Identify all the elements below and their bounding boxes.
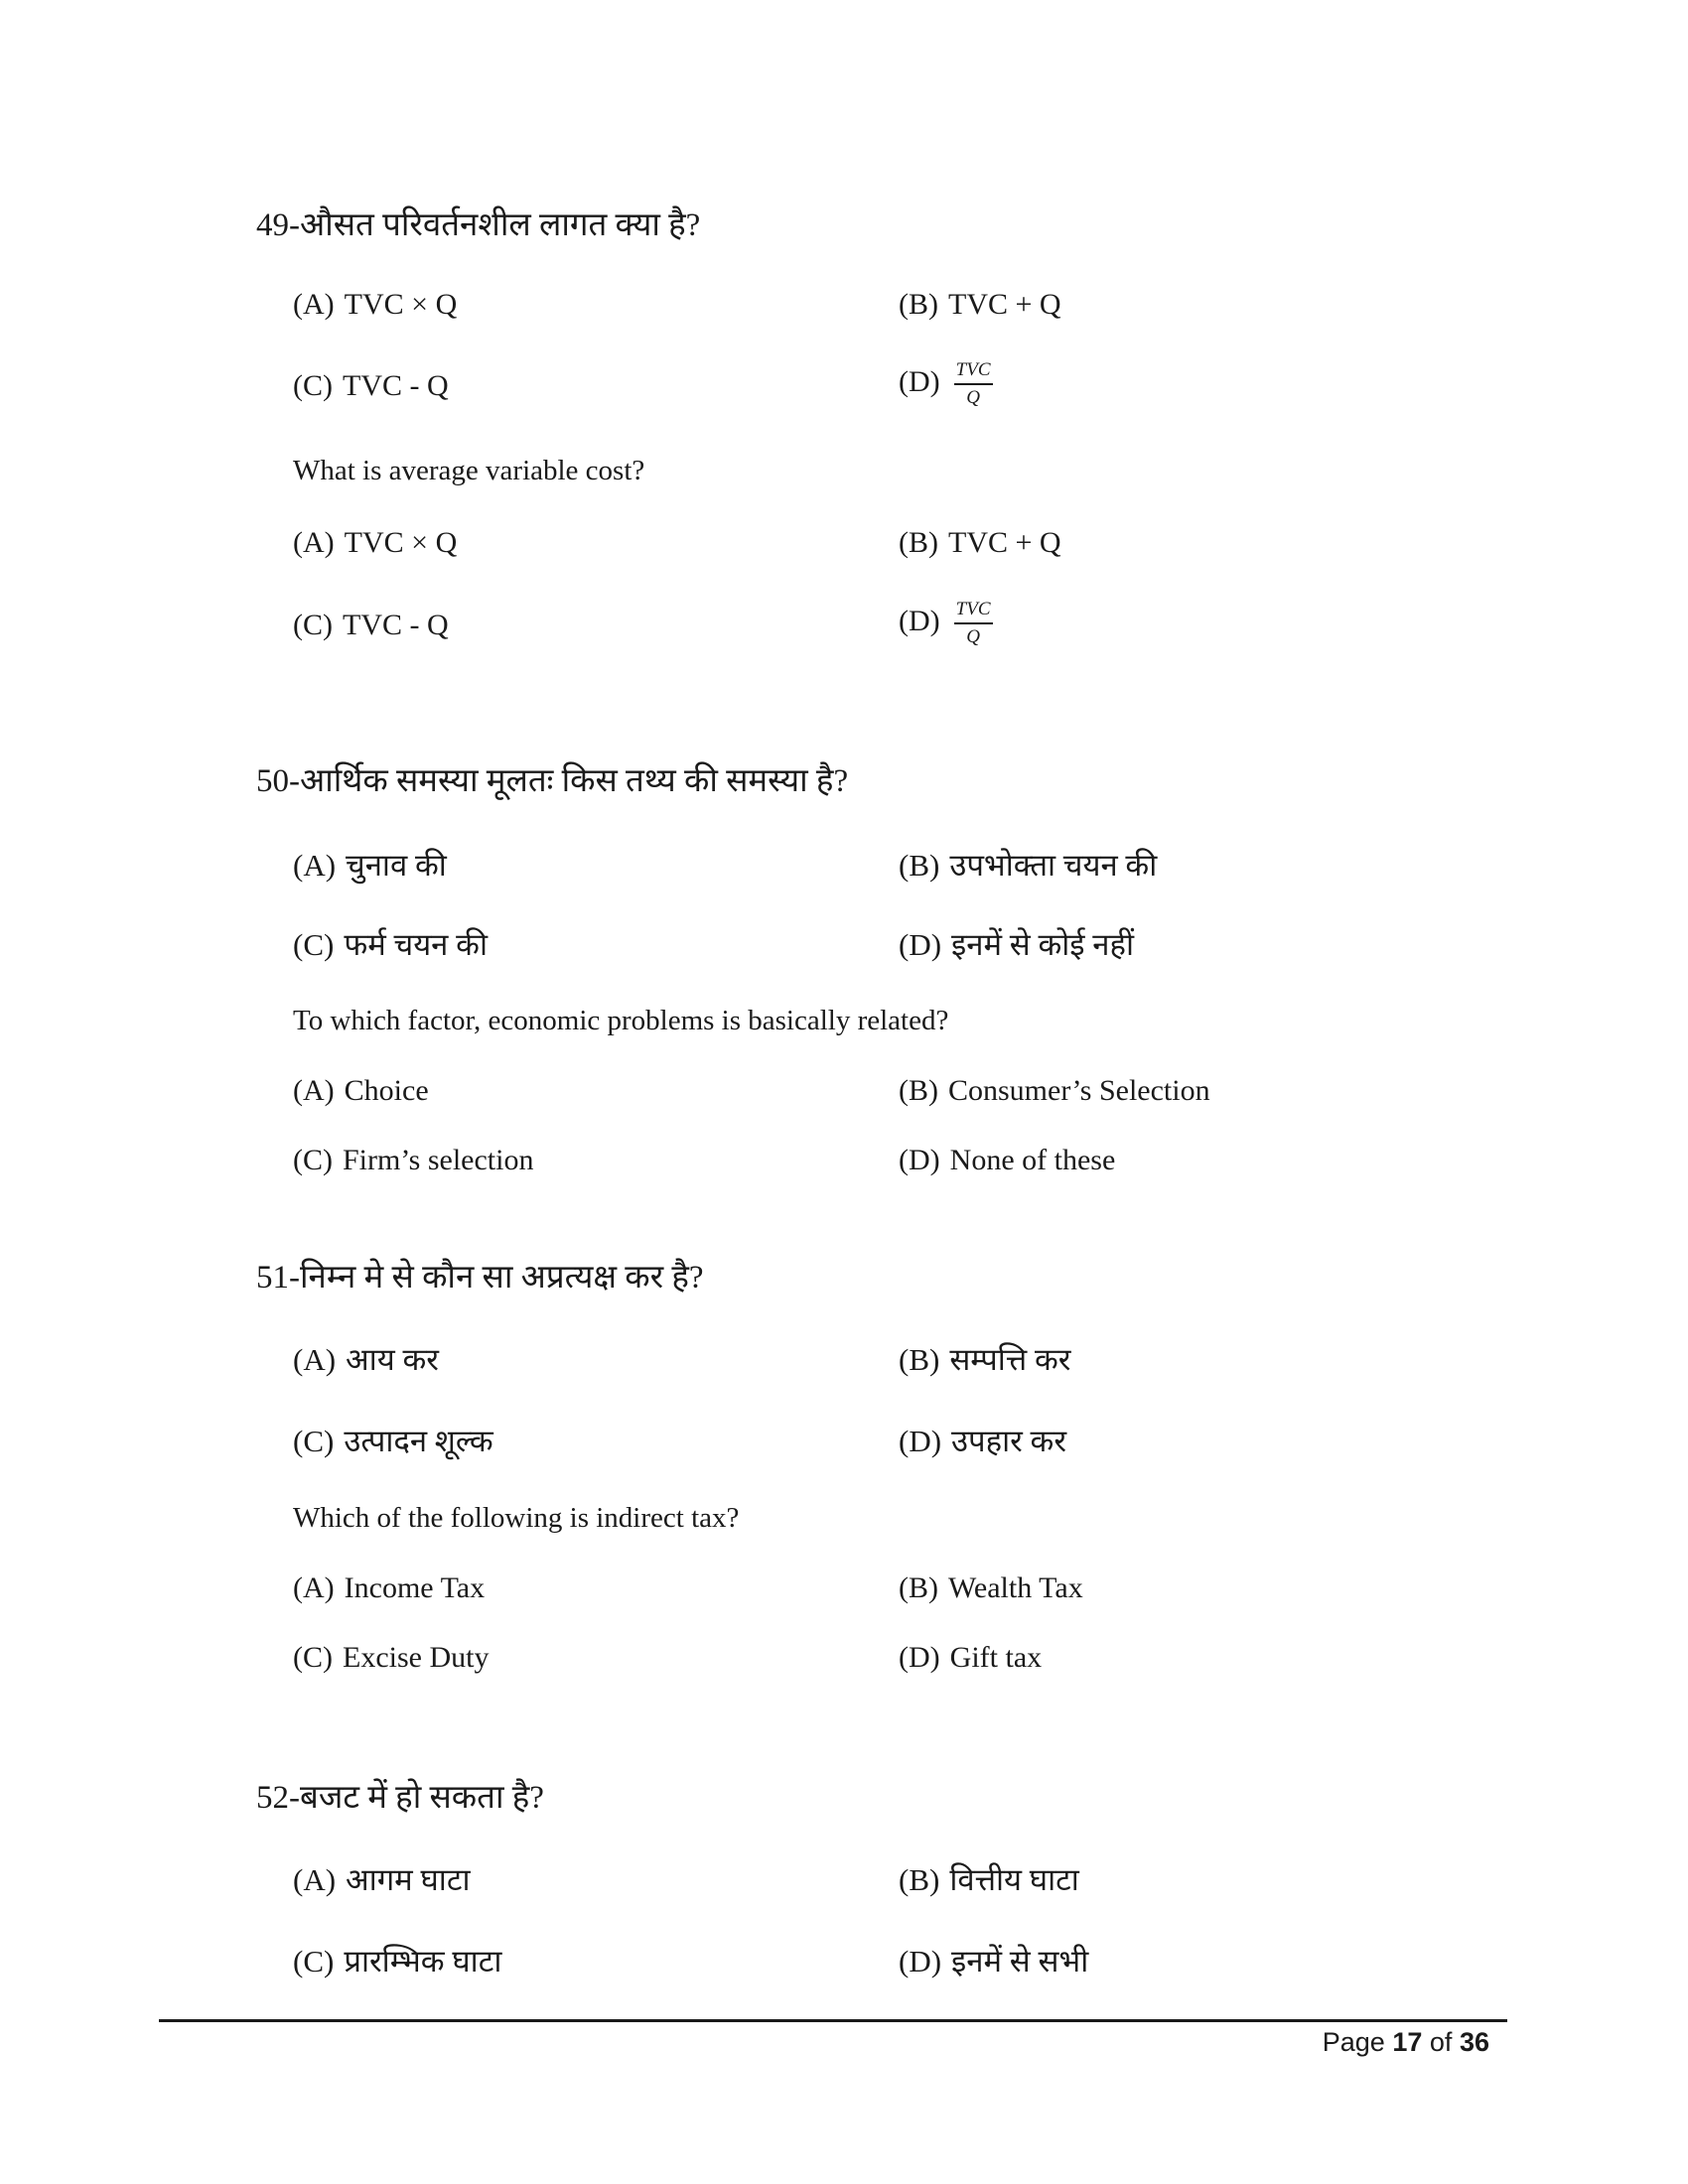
q51-hindi-option-a: (A) आय कर	[293, 1342, 439, 1377]
q49-hindi-option-b: (B) TVC + Q	[899, 288, 1061, 321]
q49-english-option-d: (D) $\frac{\text{TVC}}{Q}$	[899, 599, 991, 647]
q52-hindi-option-a: (A) आगम घाटा	[293, 1862, 471, 1897]
q50-hindi-option-b: (B) उपभोक्ता चयन की	[899, 848, 1158, 883]
q50-english-option-b: (B) Consumer’s Selection	[899, 1074, 1210, 1107]
question-49-hindi: 49-औसत परिवर्तनशील लागत क्या है?	[256, 207, 701, 243]
q50-english-option-d: (D) None of these	[899, 1144, 1116, 1176]
question-51-hindi: 51-निम्न मे से कौन सा अप्रत्यक्ष कर है?	[256, 1260, 704, 1296]
question-50-hindi: 50-आर्थिक समस्या मूलतः किस तथ्य की समस्या है?	[256, 763, 849, 799]
q49-hindi-option-a: (A) TVC × Q	[293, 288, 458, 321]
question-52-hindi: 52-बजट में हो सकता है?	[256, 1780, 544, 1816]
question-50-english: To which factor, economic problems is basically related?	[293, 1005, 949, 1036]
q51-hindi-option-b: (B) सम्पत्ति कर	[899, 1342, 1071, 1377]
q50-hindi-option-d: (D) इनमें से कोई नहीं	[899, 927, 1134, 962]
fraction: $\frac{\text{TVC}}{Q}$	[955, 599, 991, 647]
fraction: $\frac{\text{TVC}}{Q}$	[955, 359, 991, 408]
q51-english-option-d: (D) Gift tax	[899, 1641, 1043, 1674]
q49-english-option-b: (B) TVC + Q	[899, 526, 1061, 559]
question-49-english: What is average variable cost?	[293, 455, 645, 486]
q49-hindi-option-d: (D) $\frac{\text{TVC}}{Q}$	[899, 359, 991, 408]
q51-hindi-option-d: (D) उपहार कर	[899, 1424, 1067, 1458]
footer-divider	[159, 2019, 1507, 2022]
q51-hindi-option-c: (C) उत्पादन शूल्क	[293, 1424, 493, 1458]
q50-hindi-option-a: (A) चुनाव की	[293, 848, 447, 883]
q52-hindi-option-d: (D) इनमें से सभी	[899, 1944, 1089, 1979]
q51-english-option-c: (C) Excise Duty	[293, 1641, 490, 1674]
q49-english-option-a: (A) TVC × Q	[293, 526, 458, 559]
q51-english-option-b: (B) Wealth Tax	[899, 1571, 1083, 1604]
q50-english-option-c: (C) Firm’s selection	[293, 1144, 534, 1176]
q50-english-option-a: (A) Choice	[293, 1074, 429, 1107]
q51-english-option-a: (A) Income Tax	[293, 1571, 486, 1604]
page-number: Page 17 of 36	[1322, 2027, 1489, 2057]
question-51-english: Which of the following is indirect tax?	[293, 1502, 740, 1534]
q49-hindi-option-c: (C) TVC - Q	[293, 369, 449, 402]
q50-hindi-option-c: (C) फर्म चयन की	[293, 927, 488, 962]
q49-english-option-c: (C) TVC - Q	[293, 609, 449, 641]
q52-hindi-option-b: (B) वित्तीय घाटा	[899, 1862, 1079, 1897]
q52-hindi-option-c: (C) प्रारम्भिक घाटा	[293, 1944, 502, 1979]
